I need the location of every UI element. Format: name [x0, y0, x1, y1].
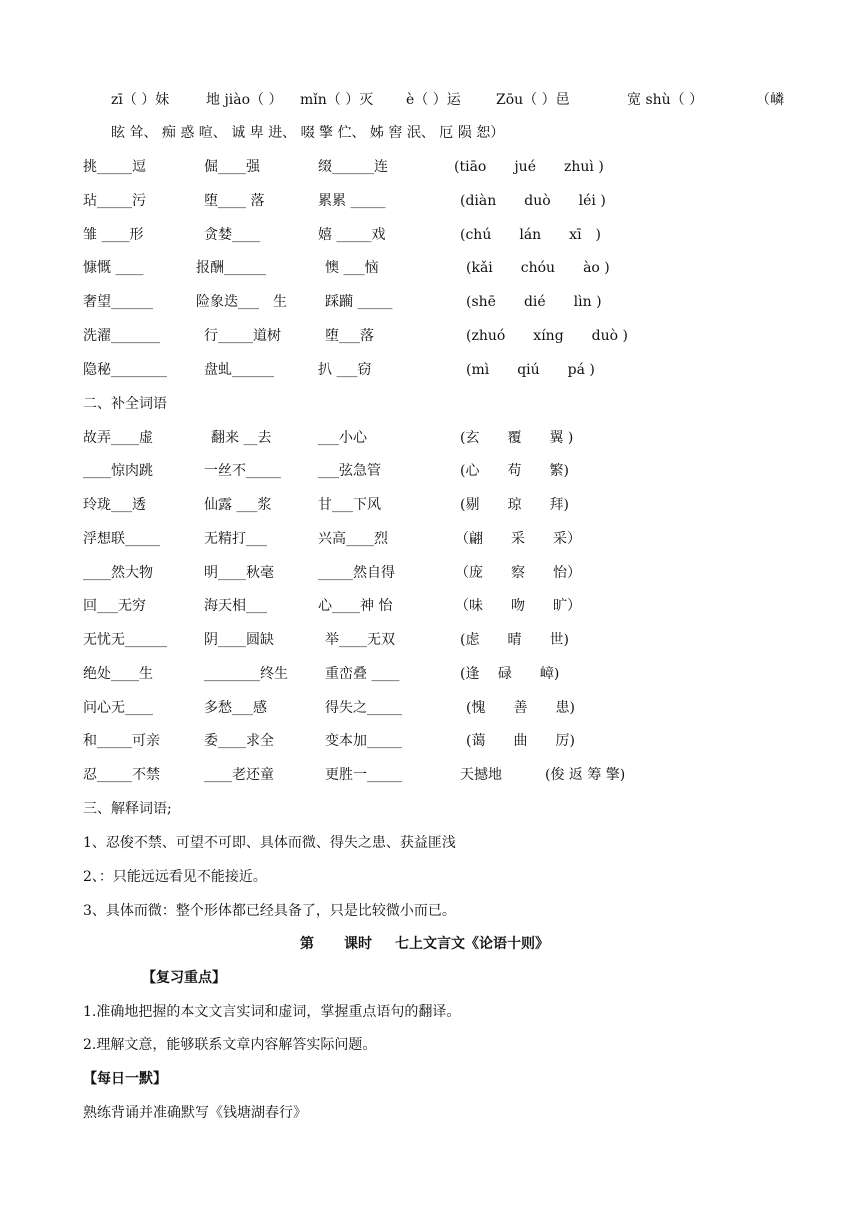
review-item: 2.理解文意，能够联系文章内容解答实际问题。 — [83, 1037, 377, 1053]
word-cell: 险象迭___ 生 — [196, 294, 287, 310]
word-cell: 无忧无______ — [83, 632, 167, 648]
word-row — [0, 226, 860, 244]
pinyin-item: 宽 shù（ ） — [627, 92, 704, 108]
word-cell: 挑_____逗 — [83, 159, 146, 175]
word-cell: 慷慨 ____ — [83, 260, 144, 276]
word-cell: ____惊肉跳 — [83, 463, 153, 479]
word-row — [0, 327, 860, 345]
hint-chars: (逢 碌 嶂) — [460, 666, 560, 682]
word-row — [0, 192, 860, 210]
word-cell: 变本加_____ — [325, 733, 402, 749]
pinyin-hint: (mì qiú pá ) — [466, 362, 595, 378]
word-row — [0, 361, 860, 379]
explain-item: 1、忍俊不禁、可望不可即、具体而微、得失之患、获益匪浅 — [83, 835, 456, 851]
lesson-title-middle: 课时 — [344, 936, 372, 952]
word-cell: 踩躏 _____ — [325, 294, 393, 310]
word-cell: 懊 ___恼 — [325, 260, 379, 276]
word-cell: 多愁___感 — [204, 700, 267, 716]
word-cell: 心____神 怡 — [318, 598, 393, 614]
word-cell: 举____无双 — [325, 632, 395, 648]
word-cell: 明____秋毫 — [204, 565, 274, 581]
hint-chars: (虑 晴 世) — [460, 632, 569, 648]
word-cell: ____老还童 — [204, 767, 274, 783]
word-cell: ____然大物 — [83, 565, 153, 581]
word-cell: 兴高____烈 — [318, 531, 388, 547]
hint-chars: (愧 善 患) — [466, 700, 575, 716]
word-cell: 贪婪____ — [204, 227, 260, 243]
explain-item: 3、具体而微：整个形体都已经具备了，只是比较微小而已。 — [83, 903, 456, 919]
word-cell: 累累 _____ — [318, 193, 386, 209]
pinyin-hint: (zhuó xíng duò ) — [466, 328, 628, 344]
word-row — [0, 766, 860, 784]
hint-chars: (玄 覆 翼 ) — [460, 430, 574, 446]
word-cell: 甘___下风 — [318, 497, 381, 513]
word-cell: 回___无穷 — [83, 598, 146, 614]
word-cell: 奢望______ — [83, 294, 153, 310]
pinyin-line — [0, 91, 860, 109]
lesson-title-prefix: 第 — [300, 936, 314, 952]
explain-item: 2、：只能远远看见不能接近。 — [83, 869, 267, 885]
word-cell: 绝处____生 — [83, 666, 153, 682]
pinyin-hint: (kǎi chóu ào ) — [466, 260, 610, 276]
word-cell: 雏 ____形 — [83, 227, 144, 243]
pinyin-hint: (shē dié lìn ) — [466, 294, 602, 310]
hint-chars: （翩 采 采） — [455, 531, 581, 547]
lesson-title-text: 七上文言文《论语十则》 — [395, 936, 549, 952]
hint-chars: （庞 察 怡） — [455, 565, 581, 581]
word-cell: 行_____道树 — [204, 328, 281, 344]
word-cell: ___小心 — [318, 430, 367, 446]
word-cell: 玲珑___透 — [83, 497, 146, 513]
word-cell: 委____求全 — [204, 733, 274, 749]
hint-chars: (俊 返 筹 擎) — [545, 767, 626, 783]
word-row — [0, 158, 860, 176]
word-row — [0, 259, 860, 277]
word-row — [0, 293, 860, 311]
word-cell: 翻来 __去 — [211, 430, 272, 446]
word-cell: 浮想联_____ — [83, 531, 160, 547]
hint-chars: (蔼 曲 厉) — [466, 733, 575, 749]
word-cell: 玷_____污 — [83, 193, 146, 209]
word-cell: 盘虬______ — [204, 362, 274, 378]
word-cell: 和_____可亲 — [83, 733, 160, 749]
word-cell: 得失之_____ — [325, 700, 402, 716]
pinyin-item: （嶙 — [756, 92, 784, 108]
word-cell: 堕____ 落 — [204, 193, 265, 209]
pinyin-item: è（ ）运 — [406, 92, 461, 108]
hint-chars: (剔 琼 拜) — [460, 497, 569, 513]
word-cell: _____然自得 — [318, 565, 395, 581]
pinyin-hint: (tiāo jué zhuì ) — [454, 159, 604, 175]
word-cell: 问心无____ — [83, 700, 153, 716]
word-cell: 更胜一_____ — [325, 767, 402, 783]
hint-chars: (心 苟 繁) — [460, 463, 569, 479]
word-row — [0, 665, 860, 683]
word-cell: 报酬______ — [196, 260, 266, 276]
pinyin-item: 地 jiào（ ） — [206, 92, 283, 108]
pinyin-item: Zōu（ ）邑 — [496, 92, 570, 108]
word-cell: 堕___落 — [325, 328, 374, 344]
pinyin-item: mǐn（ ）灭 — [300, 92, 374, 108]
word-cell: 海天相___ — [204, 598, 267, 614]
word-cell: 扒 ___窃 — [318, 362, 372, 378]
word-cell: ________终生 — [204, 666, 288, 682]
word-cell: 隐秘________ — [83, 362, 167, 378]
word-row — [0, 530, 860, 548]
word-row — [0, 732, 860, 750]
word-row — [0, 699, 860, 717]
review-heading: 【复习重点】 — [142, 970, 226, 986]
word-row — [0, 564, 860, 582]
word-cell: 天撼地 — [460, 767, 502, 783]
daily-heading: 【每日一默】 — [83, 1071, 167, 1087]
word-cell: 洗濯_______ — [83, 328, 160, 344]
word-cell: 倔____强 — [204, 159, 260, 175]
pinyin-hint: (diàn duò léi ) — [460, 193, 606, 209]
word-cell: 嬉 _____戏 — [318, 227, 386, 243]
review-item: 1.准确地把握的本文文言实词和虚词，掌握重点语句的翻译。 — [83, 1004, 461, 1020]
word-cell: 仙露 ___浆 — [204, 497, 272, 513]
hint-chars: （味 吻 旷） — [455, 598, 581, 614]
daily-text: 熟练背诵并准确默写《钱塘湖春行》 — [83, 1105, 307, 1121]
word-cell: 故弄____虚 — [83, 430, 153, 446]
word-row — [0, 597, 860, 615]
word-cell: 缀______连 — [318, 159, 388, 175]
word-cell: 重峦叠 ____ — [325, 666, 400, 682]
lesson-title — [0, 935, 860, 953]
word-row — [0, 496, 860, 514]
pinyin-hint: (chú lán xī ) — [460, 227, 602, 243]
word-cell: 忍_____不禁 — [83, 767, 160, 783]
word-row — [0, 631, 860, 649]
word-row — [0, 429, 860, 447]
section-heading: 三、解释词语; — [83, 801, 172, 817]
word-cell: 阴____圆缺 — [204, 632, 274, 648]
word-cell: 无精打___ — [204, 531, 267, 547]
pinyin-item: zī（ ）妹 — [111, 92, 170, 108]
hanzi-line: 眩 耸、 痴 惑 喧、 诚 卑 进、 啜 擎 伫、 姊 窖 泯、 厄 陨 恕） — [111, 125, 505, 141]
section-heading: 二、补全词语 — [83, 396, 167, 412]
word-cell: ___弦急管 — [318, 463, 381, 479]
word-row — [0, 462, 860, 480]
word-cell: 一丝不_____ — [204, 463, 281, 479]
